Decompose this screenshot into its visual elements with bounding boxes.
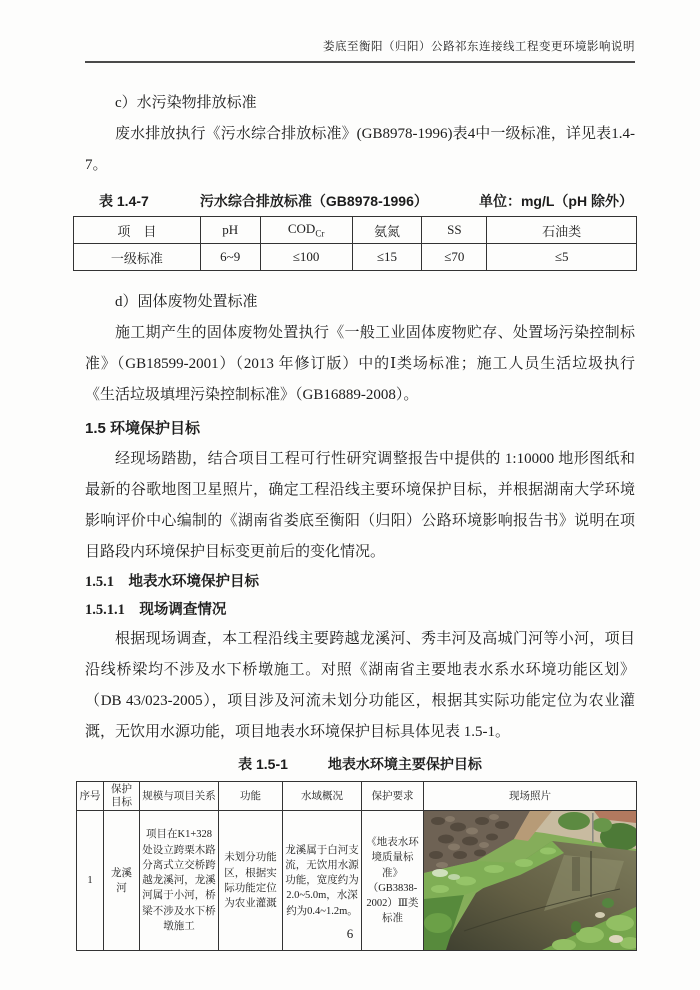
cell-cod: ≤100 (260, 244, 352, 271)
caption-label: 表 1.4-7 (99, 193, 149, 209)
table-row (74, 244, 637, 271)
cell-standard-name: 一级标准 (74, 244, 201, 271)
heading-1-5-1-1: 1.5.1.1 现场调查情况 (85, 602, 227, 618)
heading-1-5-1: 1.5.1 地表水环境保护目标 (85, 574, 259, 590)
cell-index: 1 (77, 811, 104, 951)
cell-function: 未划分功能区，根据实际功能定位为农业灌溉 (219, 811, 283, 951)
heading-item-c: c）水污染物排放标准 (115, 95, 257, 111)
col-cod: $COD_{Cr}$ (260, 217, 352, 244)
col-photo: 现场照片 (424, 782, 637, 811)
cell-target: 龙溪河 (104, 811, 140, 951)
col-ph: pH (200, 217, 260, 244)
table-1-4-7 (73, 216, 637, 271)
heading-item-d: d）固体废物处置标准 (115, 294, 258, 310)
table-1-4-7-caption (85, 191, 635, 211)
cell-water-overview: 龙溪属于白河支流，无饮用水源功能，宽度约为2.0~5.0m，水深约为0.4~1.2m。 (283, 811, 362, 951)
cod-subscript: Cr (315, 228, 325, 239)
col-target: 保护目标 (104, 782, 140, 811)
running-header (85, 38, 635, 63)
col-index: 序号 (77, 782, 104, 811)
paragraph-solid-waste: 施工期产生的固体废物处置执行《一般工业固体废物贮存、处置场污染控制标准》（GB18599-2001）（2013 年修订版）中的Ⅰ类场标准；施工人员生活垃圾执行《生活垃圾填埋污染控制标准》（GB16889-2008）。 (85, 325, 635, 403)
paragraph-survey: 根据现场调查，本工程沿线主要跨越龙溪河、秀丰河及高城门河等小河，项目沿线桥梁均不涉及水下桥墩施工。对照《湖南省主要地表水系水环境功能区划》（DB 43/023-2005），项目涉及河流未划分功能区，根据其实际功能定位为农业灌溉，无饮用水源功能，项目地表水环境保护目标具体见表 1.5-1。 (85, 631, 635, 740)
cell-ss: ≤70 (422, 244, 487, 271)
paragraph-wastewater: 废水排放执行《污水综合排放标准》(GB8978-1996)表4中一级标准，详见表1.4-7。 (85, 126, 635, 173)
col-water-overview: 水域概况 (283, 782, 362, 811)
caption-title: 地表水环境主要保护目标 (327, 756, 482, 772)
header-title: 娄底至衡阳（归阳）公路祁东连接线工程变更环境影响说明 (323, 41, 635, 53)
caption-label: 表 1.5-1 (238, 756, 288, 772)
cell-petroleum: ≤5 (487, 244, 637, 271)
col-petroleum: 石油类 (487, 217, 637, 244)
col-function: 功能 (219, 782, 283, 811)
col-relation: 规模与项目关系 (140, 782, 219, 811)
caption-title: 污水综合排放标准（GB8978-1996） (199, 193, 428, 209)
table-header-row (74, 217, 637, 244)
col-item: 项 目 (74, 217, 201, 244)
col-ss: SS (422, 217, 487, 244)
caption-unit: 单位：mg/L（pH 除外） (478, 193, 633, 209)
table-header-row (77, 782, 637, 811)
col-ammonia: 氨氮 (352, 217, 422, 244)
table-1-5-1-caption (85, 754, 635, 774)
cell-ph: 6~9 (200, 244, 260, 271)
cell-ammonia: ≤15 (352, 244, 422, 271)
heading-1-5: 1.5 环境保护目标 (85, 420, 201, 437)
page-number: 6 (346, 926, 354, 941)
cell-requirement: 《地表水环境质量标准》（GB3838-2002）Ⅲ类标准 (362, 811, 424, 951)
paragraph-1-5: 经现场踏勘，结合项目工程可行性研究调整报告中提供的 1:10000 地形图纸和最新的谷歌地图卫星照片，确定工程沿线主要环境保护目标，并根据湖南大学环境影响评价中心编制的《湖南省娄底至衡阳（归阳）公路环境影响报告书》说明在项目路段内环境保护目标变更前后的变化情况。 (85, 451, 635, 560)
cell-relation: 项目在K1+328处设立跨栗木路分离式立交桥跨越龙溪河，龙溪河属于小河，桥梁不涉及水下桥墩施工 (140, 811, 219, 951)
page-content (79, 64, 635, 951)
col-requirement: 保护要求 (362, 782, 424, 811)
